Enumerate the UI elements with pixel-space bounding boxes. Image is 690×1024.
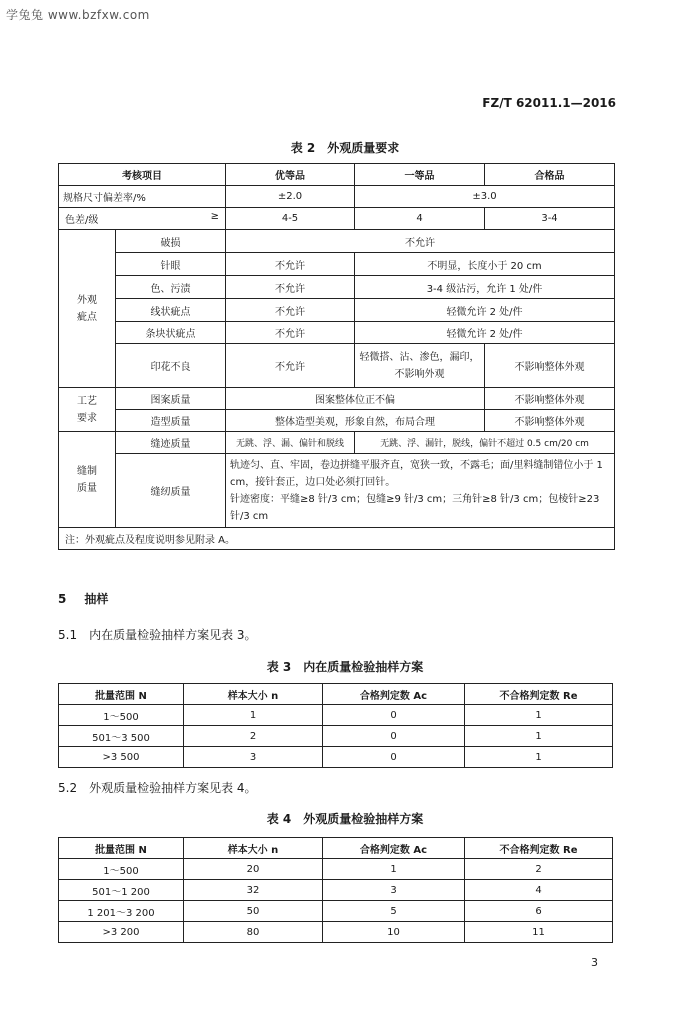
row-pattern <box>59 388 615 410</box>
t4-r3-sample: 50 <box>184 901 323 922</box>
clause-5-1: 5.1 内在质量检验抽样方案见表 3。 <box>58 628 257 642</box>
table-row <box>59 880 613 901</box>
row-print <box>59 344 615 388</box>
t3-header-batch: 批量范围 N <box>59 684 184 705</box>
row-size <box>59 186 615 208</box>
linear-label: 线状疵点 <box>116 299 226 322</box>
row-color <box>59 208 615 230</box>
t4-r1-re: 2 <box>465 859 613 880</box>
print-label: 印花不良 <box>116 344 226 388</box>
t4-header-ac: 合格判定数 Ac <box>323 838 465 859</box>
t3-r2-sample: 2 <box>184 726 323 747</box>
table-row <box>59 705 613 726</box>
row-block <box>59 322 615 344</box>
stain-v23: 3-4 级沾污，允许 1 处/件 <box>355 276 615 299</box>
t4-r3-ac: 5 <box>323 901 465 922</box>
t4-r3-batch: 1 201～3 200 <box>59 901 184 922</box>
row-note <box>59 528 615 550</box>
color-v3: 3-4 <box>485 208 615 230</box>
standard-code: FZ/T 62011.1—2016 <box>482 96 616 110</box>
table2-caption: 表 2 外观质量要求 <box>290 141 400 155</box>
t4-r4-ac: 10 <box>323 922 465 943</box>
group-appearance: 外观 疵点 <box>59 230 116 388</box>
print-v2: 轻微搭、沾、渗色，漏印， 不影响外观 <box>355 344 485 388</box>
table-row <box>59 901 613 922</box>
table-row <box>59 922 613 943</box>
table3 <box>58 683 613 768</box>
page-number: 3 <box>591 956 598 969</box>
clause-5-2: 5.2 外观质量检验抽样方案见表 4。 <box>58 781 257 795</box>
sewing-value: 轨迹匀、直、牢固，卷边拼缝平服齐直，宽狭一致，不露毛；面/里料缝制错位小于 1 cm，接针套正，边口处必须打回针。 针迹密度：平缝≥8 针/3 cm；包缝≥9 针/3 cm；三角针≥8 针/3 cm；包棱针≥23 针/3 cm <box>226 454 615 528</box>
t3-header-re: 不合格判定数 Re <box>465 684 613 705</box>
table-row <box>59 747 613 768</box>
t3-r3-re: 1 <box>465 747 613 768</box>
group-sewing: 缝制 质量 <box>59 432 116 528</box>
t3-header-ac: 合格判定数 Ac <box>323 684 465 705</box>
section-5-number: 5 <box>58 592 67 606</box>
t4-header-re: 不合格判定数 Re <box>465 838 613 859</box>
header-item: 考核项目 <box>59 164 226 186</box>
t4-r2-sample: 32 <box>184 880 323 901</box>
color-v2: 4 <box>355 208 485 230</box>
header-grade-qualified: 合格品 <box>485 164 615 186</box>
linear-v1: 不允许 <box>226 299 355 322</box>
t4-r1-sample: 20 <box>184 859 323 880</box>
table3-header-row <box>59 684 613 705</box>
pattern-v3: 不影响整体外观 <box>485 388 615 410</box>
t3-r2-ac: 0 <box>323 726 465 747</box>
sewing-label: 缝纫质量 <box>116 454 226 528</box>
size-v23: ±3.0 <box>355 186 615 208</box>
t3-r3-batch: >3 500 <box>59 747 184 768</box>
shape-v12: 整体造型美观，形象自然，布局合理 <box>226 410 485 432</box>
table2-note: 注：外观疵点及程度说明参见附录 A。 <box>59 528 615 550</box>
row-linear <box>59 299 615 322</box>
t3-r1-sample: 1 <box>184 705 323 726</box>
needle-v1: 不允许 <box>226 253 355 276</box>
table2-header-row <box>59 164 615 186</box>
color-label: 色差/级 <box>65 215 99 226</box>
table3-caption: 表 3 内在质量检验抽样方案 <box>266 660 424 674</box>
color-v1: 4-5 <box>226 208 355 230</box>
t4-r4-re: 11 <box>465 922 613 943</box>
row-needle <box>59 253 615 276</box>
stitch-trace-v23: 无跳、浮、漏针，脱线，偏针不超过 0.5 cm/20 cm <box>355 432 615 454</box>
color-gte-symbol: ≥ <box>210 211 219 222</box>
damage-label: 破损 <box>116 230 226 253</box>
table2 <box>58 163 615 550</box>
table4-header-row <box>59 838 613 859</box>
t3-r3-ac: 0 <box>323 747 465 768</box>
stain-label: 色、污渍 <box>116 276 226 299</box>
color-label-cell <box>59 208 226 230</box>
table-row <box>59 859 613 880</box>
row-stitch-trace <box>59 432 615 454</box>
t4-r1-ac: 1 <box>323 859 465 880</box>
print-v3: 不影响整体外观 <box>485 344 615 388</box>
stain-v1: 不允许 <box>226 276 355 299</box>
row-sewing <box>59 454 615 528</box>
section-5-heading <box>58 590 108 607</box>
t3-r2-batch: 501～3 500 <box>59 726 184 747</box>
t4-r2-re: 4 <box>465 880 613 901</box>
row-shape <box>59 410 615 432</box>
pattern-label: 图案质量 <box>116 388 226 410</box>
table4-caption: 表 4 外观质量检验抽样方案 <box>266 812 424 826</box>
t4-header-sample: 样本大小 n <box>184 838 323 859</box>
table-row <box>59 726 613 747</box>
group-craft: 工艺 要求 <box>59 388 116 432</box>
shape-v3: 不影响整体外观 <box>485 410 615 432</box>
table4 <box>58 837 613 943</box>
t3-r1-ac: 0 <box>323 705 465 726</box>
row-damage <box>59 230 615 253</box>
needle-v23: 不明显，长度小于 20 cm <box>355 253 615 276</box>
damage-value: 不允许 <box>226 230 615 253</box>
section-5-title: 抽样 <box>84 592 109 606</box>
t3-r1-batch: 1～500 <box>59 705 184 726</box>
t4-header-batch: 批量范围 N <box>59 838 184 859</box>
t4-r4-sample: 80 <box>184 922 323 943</box>
t4-r4-batch: >3 200 <box>59 922 184 943</box>
pattern-v12: 图案整体位正不偏 <box>226 388 485 410</box>
row-stain <box>59 276 615 299</box>
stitch-trace-v1: 无跳、浮、漏、偏针和脱线 <box>226 432 355 454</box>
block-v1: 不允许 <box>226 322 355 344</box>
header-grade-superior: 优等品 <box>226 164 355 186</box>
watermark: 学兔兔 www.bzfxw.com <box>6 8 150 22</box>
size-label: 规格尺寸偏差率/% <box>59 186 226 208</box>
header-grade-first: 一等品 <box>355 164 485 186</box>
block-label: 条块状疵点 <box>116 322 226 344</box>
block-v23: 轻微允许 2 处/件 <box>355 322 615 344</box>
stitch-trace-label: 缝迹质量 <box>116 432 226 454</box>
print-v1: 不允许 <box>226 344 355 388</box>
needle-label: 针眼 <box>116 253 226 276</box>
size-v1: ±2.0 <box>226 186 355 208</box>
t4-r2-ac: 3 <box>323 880 465 901</box>
t3-r2-re: 1 <box>465 726 613 747</box>
t3-header-sample: 样本大小 n <box>184 684 323 705</box>
linear-v23: 轻微允许 2 处/件 <box>355 299 615 322</box>
t4-r3-re: 6 <box>465 901 613 922</box>
t3-r1-re: 1 <box>465 705 613 726</box>
t4-r1-batch: 1～500 <box>59 859 184 880</box>
shape-label: 造型质量 <box>116 410 226 432</box>
t4-r2-batch: 501～1 200 <box>59 880 184 901</box>
t3-r3-sample: 3 <box>184 747 323 768</box>
